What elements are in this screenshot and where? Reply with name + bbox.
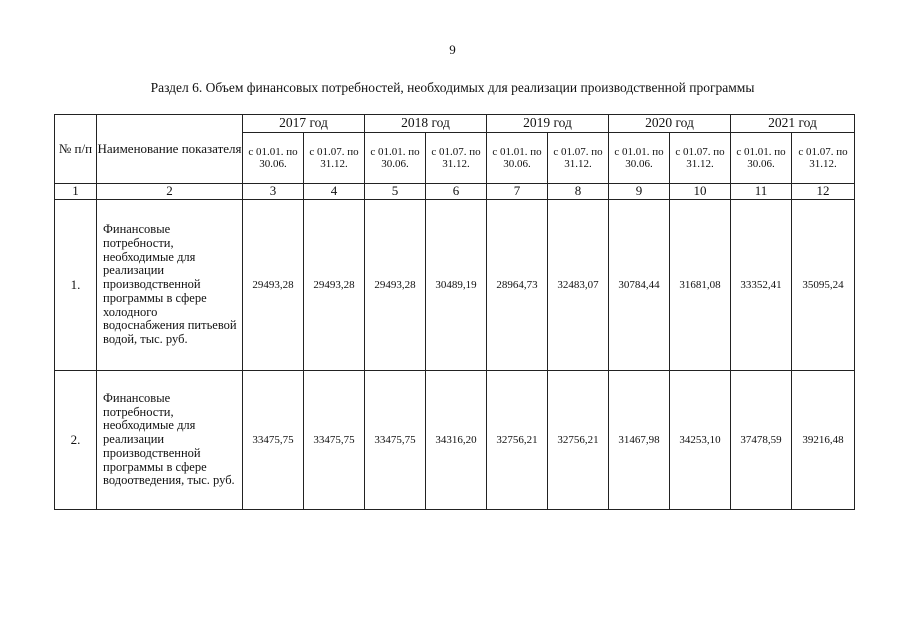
row-indicator-name: Финансовые потребности, необходимые для реализации производственной программы в сфере холодного водоснабжения питьевой водой, тыс. руб. (97, 200, 243, 371)
header-year: 2018 год (365, 115, 487, 133)
column-number: 9 (609, 184, 670, 200)
row-number: 1. (55, 200, 97, 371)
row-value: 33475,75 (243, 371, 304, 510)
row-value: 37478,59 (731, 371, 792, 510)
row-value: 39216,48 (792, 371, 855, 510)
row-value: 31681,08 (670, 200, 731, 371)
row-value: 35095,24 (792, 200, 855, 371)
header-number: № п/п (55, 115, 97, 184)
column-number: 11 (731, 184, 792, 200)
column-number: 6 (426, 184, 487, 200)
header-period: с 01.01. по 30.06. (243, 133, 304, 184)
row-value: 30784,44 (609, 200, 670, 371)
column-number: 3 (243, 184, 304, 200)
header-row-years (55, 115, 855, 133)
column-number-row (55, 184, 855, 200)
row-value: 29493,28 (365, 200, 426, 371)
header-year: 2021 год (731, 115, 855, 133)
header-period: с 01.07. по 31.12. (426, 133, 487, 184)
column-number: 10 (670, 184, 731, 200)
header-year: 2019 год (487, 115, 609, 133)
row-value: 34253,10 (670, 371, 731, 510)
row-number: 2. (55, 371, 97, 510)
row-value: 32756,21 (487, 371, 548, 510)
financial-needs-table (54, 114, 855, 510)
header-period: с 01.07. по 31.12. (548, 133, 609, 184)
table-row (55, 200, 855, 371)
column-number: 8 (548, 184, 609, 200)
column-number: 4 (304, 184, 365, 200)
header-year: 2017 год (243, 115, 365, 133)
header-period: с 01.01. по 30.06. (731, 133, 792, 184)
row-value: 33475,75 (304, 371, 365, 510)
column-number: 12 (792, 184, 855, 200)
page-number: 9 (449, 42, 456, 57)
row-value: 32756,21 (548, 371, 609, 510)
row-value: 31467,98 (609, 371, 670, 510)
row-value: 34316,20 (426, 371, 487, 510)
row-value: 33352,41 (731, 200, 792, 371)
row-value: 29493,28 (304, 200, 365, 371)
table-row (55, 371, 855, 510)
header-year: 2020 год (609, 115, 731, 133)
row-value: 28964,73 (487, 200, 548, 371)
section-title: Раздел 6. Объем финансовых потребностей, необходимых для реализации производственной программы (150, 80, 755, 95)
header-period: с 01.07. по 31.12. (792, 133, 855, 184)
header-period: с 01.01. по 30.06. (365, 133, 426, 184)
row-indicator-name: Финансовые потребности, необходимые для реализации производственной программы в сфере водоотведения, тыс. руб. (97, 371, 243, 510)
column-number: 2 (97, 184, 243, 200)
column-number: 7 (487, 184, 548, 200)
row-value: 30489,19 (426, 200, 487, 371)
column-number: 5 (365, 184, 426, 200)
header-period: с 01.07. по 31.12. (304, 133, 365, 184)
column-number: 1 (55, 184, 97, 200)
header-period: с 01.01. по 30.06. (487, 133, 548, 184)
header-indicator-name: Наименование показателя (97, 115, 243, 184)
header-period: с 01.01. по 30.06. (609, 133, 670, 184)
header-period: с 01.07. по 31.12. (670, 133, 731, 184)
row-value: 33475,75 (365, 371, 426, 510)
row-value: 32483,07 (548, 200, 609, 371)
row-value: 29493,28 (243, 200, 304, 371)
